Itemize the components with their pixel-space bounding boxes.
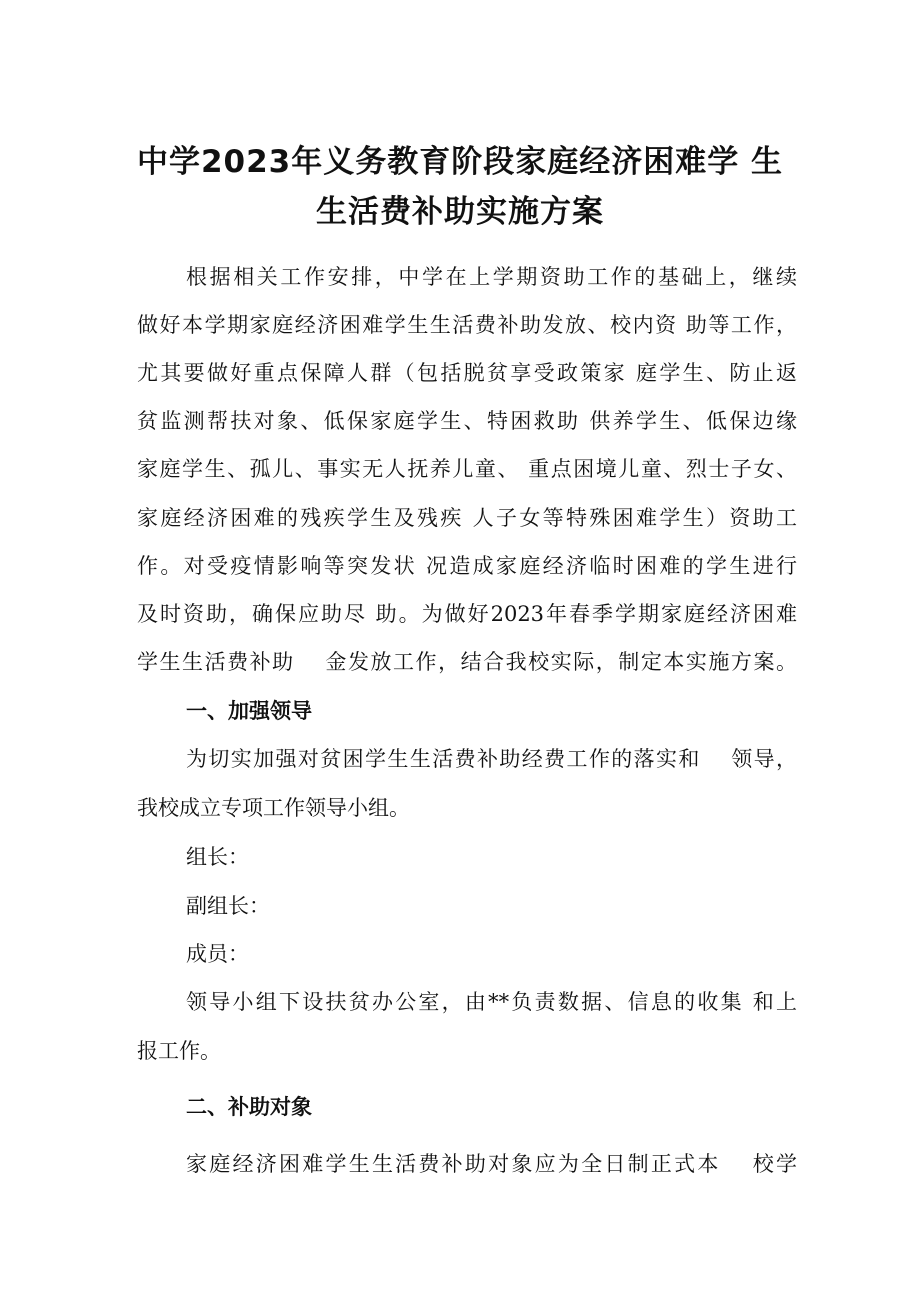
section-1-paragraph-line-2: 我校成立专项工作领导小组。 [137, 796, 410, 820]
document-title-line-1: 中学2023年义务教育阶段家庭经济困难学 生 [136, 144, 784, 180]
section-2-paragraph-line-1: 家庭经济困难学生生活费补助对象应为全日制正式本 校学 [186, 1152, 797, 1176]
intro-line-7: 作。对受疫情影响等突发状 况造成家庭经济临时困难的学生进行 [137, 554, 797, 578]
members-label: 成员： [186, 942, 249, 966]
office-paragraph-line-2: 报工作。 [137, 1039, 221, 1063]
document-title-line-2: 生活费补助实施方案 [316, 194, 604, 230]
section-1-heading: 一、加强领导 [186, 699, 312, 723]
intro-line-1: 根据相关工作安排，中学在上学期资助工作的基础上，继续 [186, 265, 797, 289]
section-1-paragraph-line-1: 为切实加强对贫困学生生活费补助经费工作的落实和 领导， [186, 747, 797, 771]
section-2-heading: 二、补助对象 [186, 1095, 312, 1119]
intro-line-4: 贫监测帮扶对象、低保家庭学生、特困救助 供养学生、低保边缘 [137, 409, 797, 433]
vice-leader-label: 副组长： [186, 894, 270, 918]
office-paragraph-line-1: 领导小组下设扶贫办公室，由**负责数据、信息的收集 和上 [186, 990, 797, 1014]
intro-line-2: 做好本学期家庭经济困难学生生活费补助发放、校内资 助等工作， [137, 313, 797, 337]
intro-line-8: 及时资助，确保应助尽 助。为做好2023年春季学期家庭经济困难 [137, 602, 797, 626]
intro-line-3: 尤其要做好重点保障人群（包括脱贫享受政策家 庭学生、防止返 [137, 361, 797, 385]
intro-line-9: 学生生活费补助 金发放工作，结合我校实际，制定本实施方案。 [137, 650, 797, 674]
intro-line-6: 家庭经济困难的残疾学生及残疾 人子女等特殊困难学生）资助工 [137, 506, 797, 530]
intro-line-5: 家庭学生、孤儿、事实无人抚养儿童、 重点困境儿童、烈士子女、 [137, 457, 797, 481]
leader-label: 组长： [186, 845, 249, 869]
